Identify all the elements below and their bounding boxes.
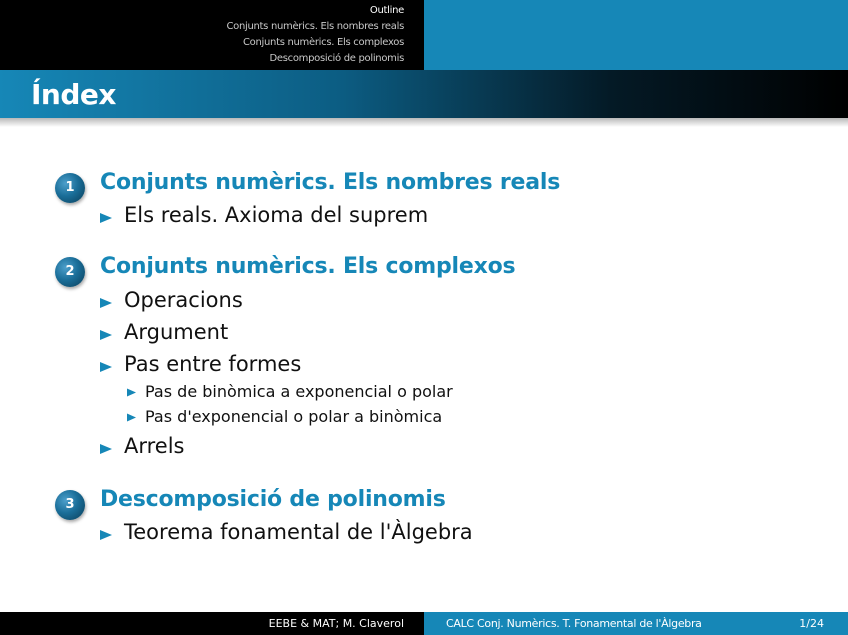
outline-title[interactable]: Outline: [369, 5, 404, 16]
section-number-ball: 3: [55, 490, 85, 520]
bullet-triangle-icon: [100, 297, 112, 309]
title-shadow: [0, 118, 848, 127]
footer-accent-panel: [424, 612, 848, 635]
bullet-triangle-icon: [100, 443, 112, 455]
page-number: 1/24: [799, 617, 824, 630]
nav-item-polinomis[interactable]: Descomposició de polinomis: [269, 53, 404, 64]
toc-subsubsection-label[interactable]: Pas d'exponencial o polar a binòmica: [145, 407, 443, 426]
toc-section-label[interactable]: Conjunts numèrics. Els nombres reals: [100, 170, 561, 195]
frame-title-bar: [0, 70, 848, 118]
header-bar: [0, 0, 848, 70]
toc-subsection-label[interactable]: Argument: [124, 320, 229, 344]
toc-subsection-label[interactable]: Pas entre formes: [124, 352, 302, 376]
section-number-ball: 2: [55, 257, 85, 287]
toc-subsection-label[interactable]: Arrels: [124, 434, 185, 458]
nav-item-complexos[interactable]: Conjunts numèrics. Els complexos: [242, 37, 404, 48]
footer-author: EEBE & MAT; M. Claverol: [0, 612, 424, 635]
bullet-triangle-icon: [100, 529, 112, 541]
bullet-triangle-icon: [100, 329, 112, 341]
toc-subsection-label[interactable]: Els reals. Axioma del suprem: [124, 203, 429, 227]
toc-section-label[interactable]: Descomposició de polinomis: [100, 487, 446, 512]
header-accent-panel: [424, 0, 848, 70]
section-number-ball: 1: [55, 173, 85, 203]
bullet-triangle-icon: [127, 388, 136, 397]
toc-subsection-label[interactable]: Teorema fonamental de l'Àlgebra: [124, 520, 473, 544]
nav-item-reals[interactable]: Conjunts numèrics. Els nombres reals: [226, 21, 404, 32]
bullet-triangle-icon: [100, 212, 112, 224]
toc-subsubsection-label[interactable]: Pas de binòmica a exponencial o polar: [145, 382, 453, 401]
toc-section-label[interactable]: Conjunts numèrics. Els complexos: [100, 254, 516, 279]
footer-short-title: CALC Conj. Numèrics. T. Fonamental de l'Àlgebra: [446, 617, 702, 630]
outline-nav: [0, 0, 424, 70]
page-title: Índex: [31, 78, 116, 111]
bullet-triangle-icon: [127, 413, 136, 422]
toc-subsection-label[interactable]: Operacions: [124, 288, 243, 312]
bullet-triangle-icon: [100, 361, 112, 373]
footer-bar: [0, 612, 848, 635]
